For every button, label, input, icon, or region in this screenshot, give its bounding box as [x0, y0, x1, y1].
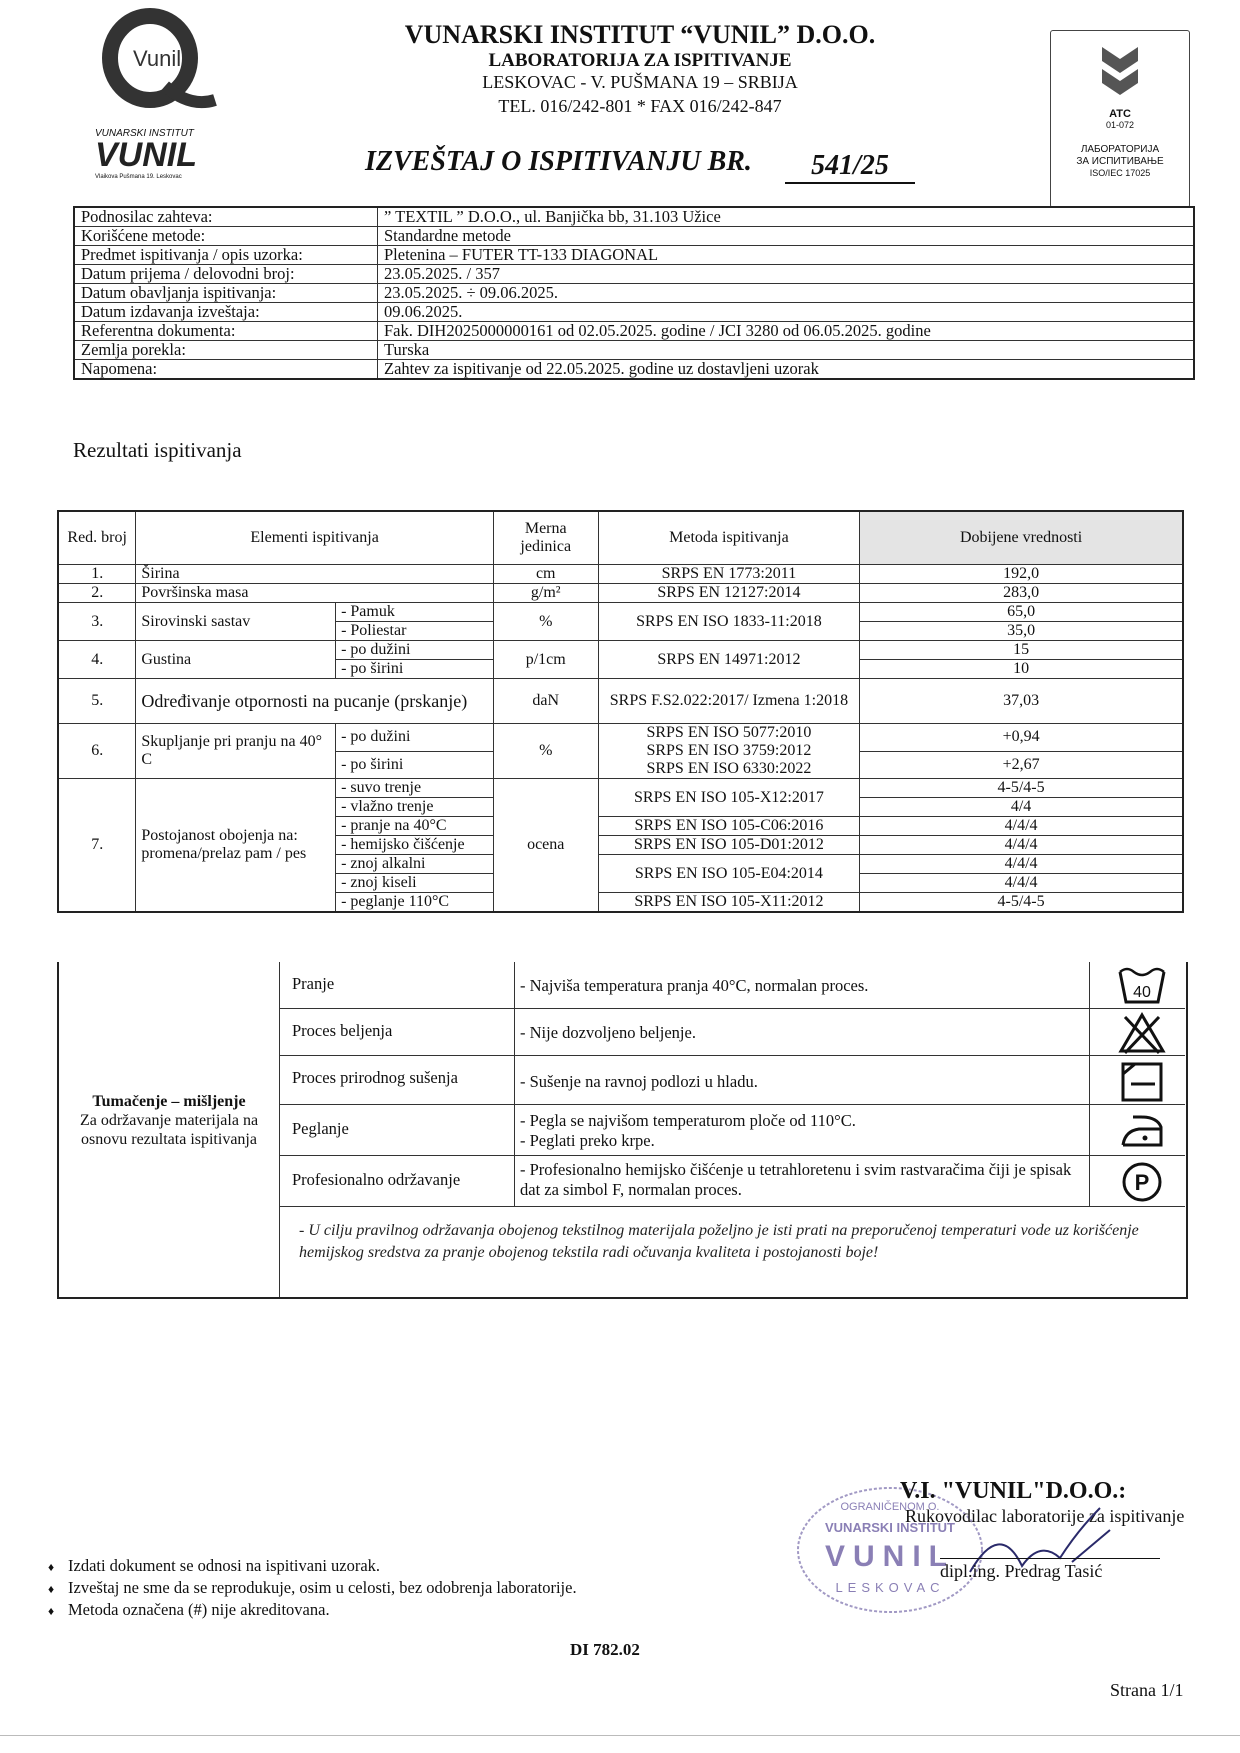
- info-value: Turska: [378, 341, 1195, 360]
- header-elements: Elementi ispitivanja: [136, 511, 493, 565]
- info-label: Korišćene metode:: [74, 227, 378, 246]
- results-heading: Rezultati ispitivanja: [73, 438, 242, 462]
- header-no: Red. broj: [58, 511, 136, 565]
- stamp-big-text: VUNIL: [825, 1540, 955, 1573]
- table-row: 2. Površinska masa g/m² SRPS EN 12127:2014 283,0: [58, 584, 1183, 603]
- table-row: 4. Gustina - po dužini p/1cm SRPS EN 14971:2012 15: [58, 641, 1183, 660]
- request-info-table: [73, 206, 1195, 380]
- info-label: Referentna dokumenta:: [74, 322, 378, 341]
- table-row: 5. Određivanje otpornosti na pucanje (prskanje) daN SRPS F.S2.022:2017/ Izmena 1:2018 37,03: [58, 679, 1183, 724]
- page-number: Strana 1/1: [1110, 1680, 1184, 1700]
- info-label: Predmet ispitivanja / opis uzorka:: [74, 246, 378, 265]
- info-label: Napomena:: [74, 360, 378, 380]
- info-value: 09.06.2025.: [378, 303, 1195, 322]
- wash-40-icon: [1117, 964, 1167, 1008]
- atc-lab-cyr: ЛАБОРАТОРИЈА: [1080, 144, 1160, 155]
- atc-iso: ISO/IEC 17025: [1089, 168, 1151, 178]
- header-method: Metoda ispitivanja: [598, 511, 860, 565]
- info-row: [74, 322, 1194, 341]
- logo-sub-text: Vlajkova Pušmana 19, Leskovac: [95, 174, 182, 178]
- table-row: 3. Sirovinski sastav - Pamuk % SRPS EN ISO 1833-11:2018 65,0: [58, 603, 1183, 622]
- atc-number: 01-072: [1105, 120, 1135, 130]
- info-label: Datum prijema / delovodni broj:: [74, 265, 378, 284]
- results-table: [57, 510, 1184, 913]
- table-row: - pranje na 40°C SRPS EN ISO 105-C06:2016 4/4/4: [58, 817, 1183, 836]
- report-title: IZVEŠTAJ O ISPITIVANJU BR.: [365, 146, 752, 177]
- logo-top-text: VUNARSKI INSTITUT: [95, 128, 194, 139]
- table-row: - hemijsko čišćenje SRPS EN ISO 105-D01:2012 4/4/4: [58, 836, 1183, 855]
- info-value: Pletenina – FUTER TT-133 DIAGONAL: [378, 246, 1195, 265]
- info-label: Podnosilac zahteva:: [74, 207, 378, 227]
- interpretation-text: Za održavanje materijala na osnovu rezultata ispitivanja: [79, 1112, 259, 1148]
- header-value: Dobijene vrednosti: [860, 511, 1183, 565]
- info-label: Datum obavljanja ispitivanja:: [74, 284, 378, 303]
- signature-role: Rukovodilac laboratorije za ispitivanje: [905, 1506, 1185, 1526]
- table-header-row: [58, 511, 1183, 565]
- svg-text:40: 40: [1133, 984, 1151, 1001]
- care-row-drying: Proces prirodnog sušenja - Sušenje na ravnoj podlozi u hladu.: [280, 1056, 1185, 1105]
- document-id: DI 782.02: [570, 1640, 640, 1659]
- interpretation-cell: [59, 962, 280, 1297]
- institute-name: VUNARSKI INSTITUT “VUNIL” D.O.O.: [404, 20, 876, 49]
- footer-note: ♦ Izveštaj ne sme da se reprodukuje, osim u celosti, bez odobrenja laboratorije.: [50, 1577, 577, 1599]
- info-value: Fak. DIH2025000000161 od 02.05.2025. godine / JCI 3280 od 06.05.2025. godine: [378, 322, 1195, 341]
- atc-code: ATC: [1109, 108, 1131, 120]
- atc-logo-icon: [1090, 39, 1150, 99]
- care-row-ironing: Peglanje - Pegla se najvišom temperaturom ploče od 110°C. - Peglati preko krpe.: [280, 1105, 1185, 1156]
- logo-q-text: Vunil: [133, 46, 182, 71]
- dry-flat-shade-icon: [1117, 1060, 1167, 1104]
- table-row: - peglanje 110°C SRPS EN ISO 105-X11:2012 4-5/4-5: [58, 893, 1183, 913]
- info-row: [74, 303, 1194, 322]
- accreditation-badge: [1050, 30, 1190, 208]
- care-row-bleaching: Proces beljenja - Nije dozvoljeno beljenje.: [280, 1009, 1185, 1056]
- info-row: [74, 207, 1194, 227]
- table-row: - vlažno trenje 4/4: [58, 798, 1183, 817]
- info-value: Standardne metode: [378, 227, 1195, 246]
- phone-fax: TEL. 016/242-801 * FAX 016/242-847: [498, 96, 782, 116]
- logo-main-text: VUNIL: [95, 136, 197, 174]
- address: LESKOVAC - V. PUŠMANA 19 – SRBIJA: [482, 72, 798, 92]
- no-bleach-icon: [1117, 1011, 1167, 1055]
- table-row: 6. Skupljanje pri pranju na 40° C - po dužini % SRPS EN ISO 5077:2010 SRPS EN ISO 3759:2012 SRPS EN ISO 6330:2022 +0,94: [58, 724, 1183, 752]
- info-row: [74, 360, 1194, 380]
- info-value: ” TEXTIL ” D.O.O., ul. Banjička bb, 31.103 Užice: [378, 207, 1195, 227]
- care-note: - U cilju pravilnog održavanja obojenog tekstilnog materijala poželjno je isti prati na preporučenoj temperaturi vode uz korišćenje hemijskog sredstva za pranje obojenog tekstila radi očuvanja kvaliteta i postojanosti boje!: [299, 1222, 1139, 1261]
- table-row: 1. Širina cm SRPS EN 1773:2011 192,0: [58, 565, 1183, 584]
- info-row: [74, 227, 1194, 246]
- signature-org: V.I. "VUNIL"D.O.O.:: [900, 1478, 1127, 1504]
- care-row-washing: Pranje - Najviša temperatura pranja 40°C, normalan proces. 40: [280, 962, 1185, 1009]
- vunil-logo: [95, 8, 225, 178]
- footer-note: ♦ Metoda označena (#) nije akreditovana.: [50, 1599, 577, 1621]
- info-row: [74, 284, 1194, 303]
- signature-name: dipl.ing. Predrag Tasić: [940, 1558, 1160, 1582]
- table-row: - po širini 10: [58, 660, 1183, 679]
- table-row: - znoj alkalni SRPS EN ISO 105-E04:2014 4/4/4: [58, 855, 1183, 874]
- stamp-top-text: OGRANIČENOM O.: [840, 1501, 940, 1513]
- info-value: 23.05.2025. / 357: [378, 265, 1195, 284]
- info-label: Datum izdavanja izveštaja:: [74, 303, 378, 322]
- care-section: [57, 962, 1188, 1299]
- interpretation-title: Tumačenje – mišljenje: [92, 1093, 246, 1110]
- iron-low-icon: [1117, 1109, 1167, 1153]
- info-value: Zahtev za ispitivanje od 22.05.2025. godine uz dostavljeni uzorak: [378, 360, 1195, 380]
- care-row-professional: Profesionalno održavanje - Profesionalno hemijsko čišćenje u tetrahloretenu i svim rastvaračima čiji je spisak dat za simbol F, normalan proces. P: [280, 1156, 1185, 1207]
- table-row: - Poliestar 35,0: [58, 622, 1183, 641]
- footer-note: ♦ Izdati dokument se odnosi na ispitivani uzorak.: [50, 1555, 577, 1577]
- header-unit: Merna jedinica: [493, 511, 598, 565]
- table-row: - po širini +2,67: [58, 751, 1183, 779]
- info-label: Zemlja porekla:: [74, 341, 378, 360]
- stamp-mid-text: VUNARSKI INSTITUT: [825, 1520, 955, 1535]
- table-row: - znoj kiseli 4/4/4: [58, 874, 1183, 893]
- info-row: [74, 246, 1194, 265]
- info-row: [74, 341, 1194, 360]
- table-row: 7. Postojanost obojenja na: promena/prelaz pam / pes - suvo trenje ocena SRPS EN ISO 105-X12:2017 4-5/4-5: [58, 779, 1183, 798]
- info-row: [74, 265, 1194, 284]
- laboratory-name: LABORATORIJA ZA ISPITIVANJE: [488, 50, 792, 71]
- info-value: 23.05.2025. ÷ 09.06.2025.: [378, 284, 1195, 303]
- stamp-bottom-text: LESKOVAC: [835, 1580, 945, 1595]
- footer-notes: [50, 1555, 577, 1621]
- svg-text:P: P: [1134, 1170, 1150, 1195]
- dry-clean-p-icon: [1117, 1160, 1167, 1204]
- report-number: 541/25: [785, 150, 915, 184]
- atc-lab-cyr2: ЗА ИСПИТИВАЊЕ: [1076, 156, 1164, 167]
